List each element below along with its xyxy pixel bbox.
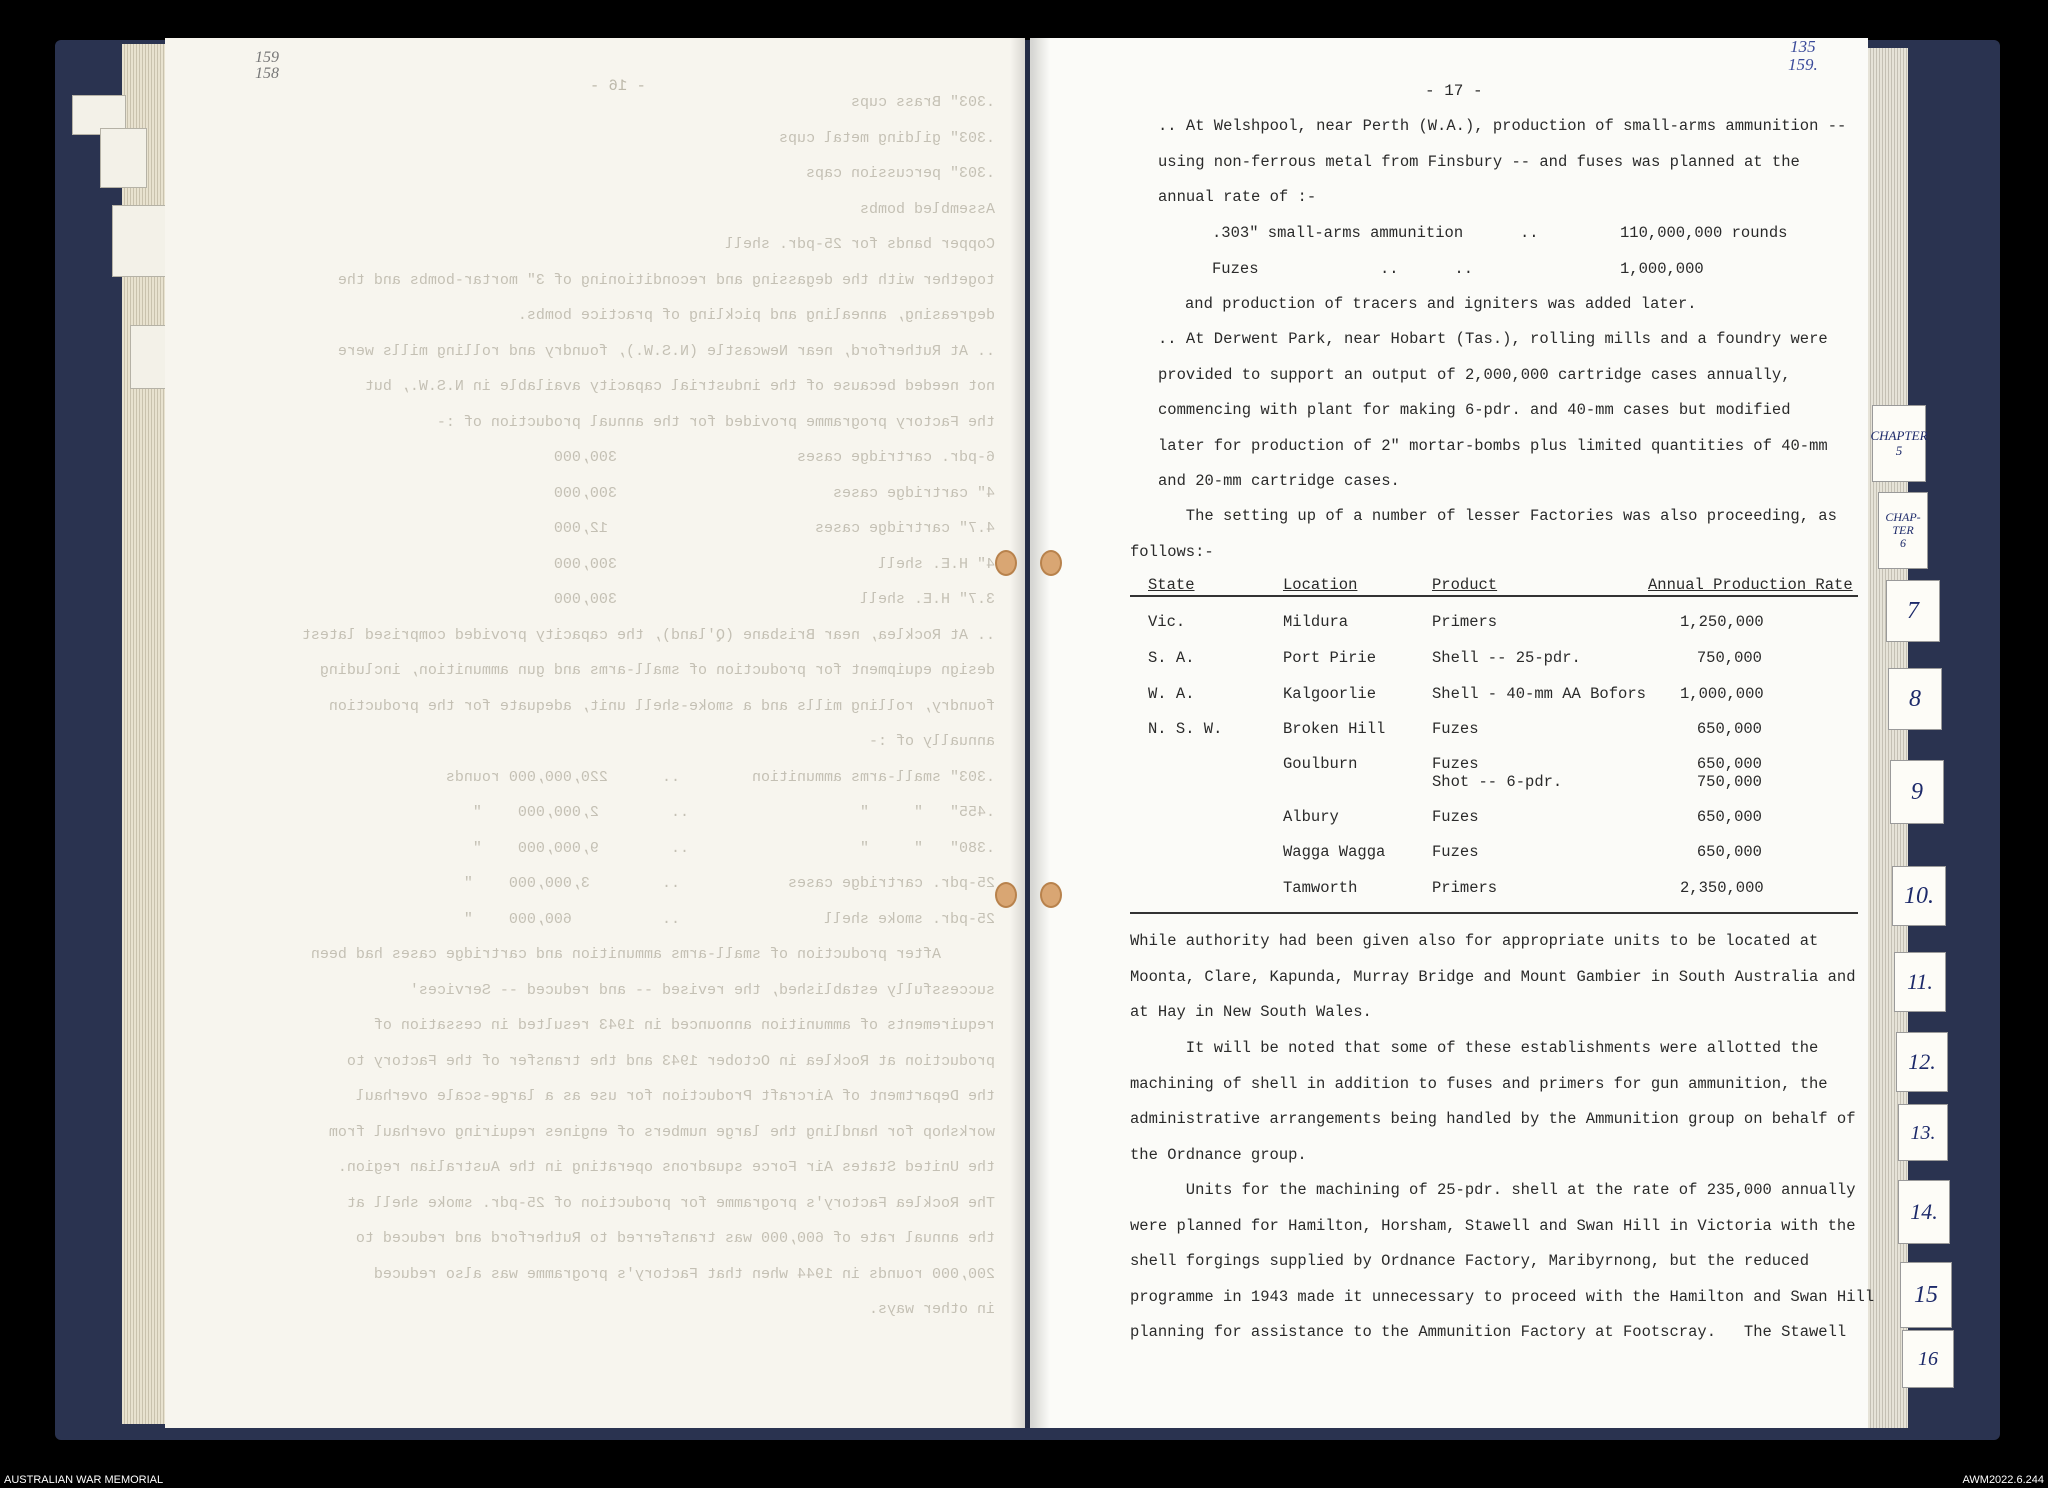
left-index-tab — [100, 128, 147, 188]
table-cell-location: Broken Hill — [1283, 720, 1386, 738]
table-cell-product: Primers — [1432, 879, 1498, 897]
chapter-tab-9[interactable]: 9 — [1890, 760, 1944, 824]
text-line: later for production of 2" mortar-bombs plus limited quantities of 40-mm — [1158, 436, 1828, 455]
ghost-line: workshop for handling the large numbers of engines requiring overhaul from — [328, 1123, 995, 1141]
binding-hole — [995, 882, 1017, 908]
ghost-line: 25-pdr. smoke shell .. 600,000 " — [463, 910, 995, 928]
list-dots: .. — [1520, 224, 1539, 242]
ghost-line: 4.7" cartridge cases 12,000 — [553, 520, 995, 537]
text-line: machining of shell in addition to fuses and primers for gun ammunition, the — [1130, 1074, 1828, 1093]
page-number: - 17 - — [1425, 82, 1483, 100]
text-line: follows:- — [1130, 542, 1214, 561]
table-cell-rate: 650,000 — [1696, 808, 1762, 826]
tracers-line: and production of tracers and igniters was added later. — [1185, 295, 1697, 313]
table-cell-location: Albury — [1283, 808, 1339, 826]
text-line: provided to support an output of 2,000,000 cartridge cases annually, — [1158, 365, 1791, 384]
ghost-line: Assembled bombs — [859, 200, 995, 218]
text-line: commencing with plant for making 6-pdr. and 40-mm cases but modified — [1158, 401, 1791, 419]
left-index-tab — [112, 205, 169, 277]
ghost-line: in other ways. — [868, 1301, 995, 1318]
list-item: Fuzes — [1212, 259, 1259, 278]
table-header: Annual Production Rate — [1648, 576, 1853, 594]
table-cell-product: Fuzes — [1432, 843, 1479, 861]
ghost-line: .380" " " .. 9,000,000 " — [472, 839, 995, 857]
binding-hole — [1040, 882, 1062, 908]
ghost-line: the annual rate of 600,000 was transferred to Rutherford and reduced to — [355, 1230, 995, 1247]
chapter-tab-13[interactable]: 13. — [1898, 1104, 1948, 1161]
table-cell-location: Goulburn — [1283, 755, 1358, 773]
table-top-rule — [1130, 595, 1858, 597]
text-line: the Ordnance group. — [1130, 1145, 1307, 1164]
text-line: shell forgings supplied by Ordnance Factory, Maribyrnong, but the reduced — [1130, 1252, 1810, 1270]
table-header: Location — [1283, 576, 1358, 594]
table-cell-state: N. S. W. — [1148, 720, 1223, 738]
table-cell-rate: 650,000 750,000 — [1696, 755, 1762, 791]
table-cell-location: Port Pirie — [1283, 649, 1377, 667]
chapter-tab-16[interactable]: 16 — [1902, 1330, 1954, 1388]
table-cell-location: Mildura — [1283, 613, 1349, 631]
table-cell-product: Fuzes — [1432, 720, 1479, 738]
chapter-tab-10[interactable]: 10. — [1892, 866, 1946, 926]
list-item: .303" small-arms ammunition — [1212, 224, 1464, 242]
archive-mark-top: 135 — [1790, 37, 1816, 56]
table-cell-rate: 2,350,000 — [1680, 879, 1764, 897]
table-cell-product: Fuzes Shot -- 6-pdr. — [1432, 755, 1563, 791]
list-value: 1,000,000 — [1620, 259, 1704, 278]
archive-mark — [1788, 38, 1818, 74]
ghost-line: After production of small-arms ammunition and cartridge cases had been — [310, 946, 995, 963]
binding-hole — [995, 550, 1017, 576]
table-cell-location: Wagga Wagga — [1283, 843, 1386, 861]
ghost-line: .303" gilding metal cups — [778, 129, 995, 147]
table-cell-product: Shell -- 25-pdr. — [1432, 649, 1581, 667]
ghost-line: successfully established, the revised -- and reduced -- Services' — [409, 981, 995, 999]
text-line: planning for assistance to the Ammunition Factory at Footscray. The Stawell — [1130, 1323, 1847, 1341]
ghost-line: 4" H.E. shell 300,000 — [553, 555, 995, 573]
ghost-line: the Department of Aircraft Production for use as a large-scale overhaul — [355, 1088, 995, 1105]
table-cell-product: Shell - 40-mm AA Bofors — [1432, 685, 1646, 703]
text-line: While authority had been given also for appropriate units to be located at — [1130, 932, 1819, 950]
footer-left: AUSTRALIAN WAR MEMORIAL — [4, 1474, 164, 1486]
ghost-line: 4" cartridge cases 300,000 — [553, 484, 995, 502]
left-page-number: - 16 - — [590, 77, 646, 95]
text-line: were planned for Hamilton, Horsham, Stawell and Swan Hill in Victoria with the — [1130, 1216, 1856, 1235]
text-line: .. At Derwent Park, near Hobart (Tas.), rolling mills and a foundry were — [1158, 330, 1828, 348]
text-line: It will be noted that some of these establishments were allotted the — [1130, 1039, 1819, 1057]
book-gutter — [1010, 38, 1050, 1428]
chapter-tab-14[interactable]: 14. — [1898, 1180, 1950, 1244]
ghost-line: requirements of ammunition announced in 1943 resulted in cessation of — [373, 1017, 995, 1034]
text-line: annual rate of :- — [1158, 188, 1317, 206]
text-line: programme in 1943 made it unnecessary to proceed with the Hamilton and Swan Hill — [1130, 1287, 1875, 1306]
table-header: Product — [1432, 576, 1498, 594]
table-cell-product: Primers — [1432, 613, 1498, 631]
text-line: The setting up of a number of lesser Factories was also proceeding, as — [1130, 507, 1837, 525]
ghost-line: 6-pdr. cartridge cases 300,000 — [553, 449, 995, 466]
ghost-line: the Factory programme provided for the annual production of :- — [436, 413, 995, 431]
chapter-tab-11[interactable]: 11. — [1894, 952, 1946, 1012]
ghost-line: 25-pdr. cartridge cases .. 3,000,000 " — [463, 875, 995, 892]
ghost-line: annually of :- — [868, 733, 995, 750]
ghost-line: together with the degassing and reconditioning of 3" mortar-bombs and the — [337, 271, 995, 289]
ghost-line: production at Rocklea in October 1943 and the transfer of the Factory to — [346, 1052, 995, 1070]
ghost-line: .. At Rocklea, near Brisbane (Q'land), the capacity provided comprised latest — [301, 626, 995, 644]
left-page-text — [195, 85, 995, 1328]
ghost-line: foundry, rolling mills and a smoke-shell unit, adequate for the production — [328, 697, 995, 715]
ghost-line: .455" " " .. 2,000,000 " — [472, 804, 995, 821]
ghost-line: .303" percussion caps — [805, 165, 995, 182]
table-cell-location: Tamworth — [1283, 879, 1358, 897]
footer-right: AWM2022.6.244 — [1962, 1474, 2044, 1486]
ghost-line: The Rocklea Factory's programme for production of 25-pdr. smoke shell at — [346, 1194, 995, 1212]
ghost-line: .303" small-arms ammunition .. 220,000,000 rounds — [445, 768, 995, 786]
table-cell-rate: 1,250,000 — [1680, 613, 1764, 631]
table-cell-state: S. A. — [1148, 649, 1195, 667]
ghost-line: .303" Brass cups — [850, 94, 995, 111]
binding-hole — [1040, 550, 1062, 576]
table-bottom-rule — [1130, 912, 1858, 914]
table-cell-location: Kalgoorlie — [1283, 685, 1377, 703]
table-header: State — [1148, 576, 1195, 594]
table-cell-rate: 1,000,000 — [1680, 685, 1764, 703]
text-line: Units for the machining of 25-pdr. shell at the rate of 235,000 annually — [1130, 1181, 1856, 1199]
chapter-tab-8[interactable]: 8 — [1888, 668, 1942, 730]
list-value: 110,000,000 rounds — [1620, 224, 1788, 242]
chapter-tab-5[interactable]: CHAPTER 5 — [1872, 405, 1926, 482]
text-line: Moonta, Clare, Kapunda, Murray Bridge and Mount Gambier in South Australia and — [1130, 967, 1856, 986]
table-cell-state: Vic. — [1148, 613, 1186, 631]
ghost-line: degreasing, annealing and pickling of practice bombs. — [517, 307, 995, 324]
ghost-line: .. At Rutherford, near Newcastle (N.S.W.), foundry and rolling mills were — [337, 342, 995, 360]
ghost-line: the United States Air Force squadrons operating in the Australian region. — [337, 1159, 995, 1176]
text-line: using non-ferrous metal from Finsbury -- and fuses was planned at the — [1158, 152, 1800, 171]
archive-mark-bottom: 159. — [1788, 55, 1818, 74]
chapter-tab-7[interactable]: 7 — [1886, 580, 1940, 642]
ghost-line: not needed because of the industrial capacity available in N.S.W., but — [364, 378, 995, 395]
table-cell-rate: 650,000 — [1696, 843, 1762, 861]
text-line: administrative arrangements being handled by the Ammunition group on behalf of — [1130, 1110, 1856, 1128]
ghost-line: 3.7" H.E. shell 300,000 — [553, 591, 995, 608]
ghost-line: design equipment for production of small-arms and gun ammunition, including — [319, 662, 995, 679]
table-cell-state: W. A. — [1148, 685, 1195, 703]
text-line: .. At Welshpool, near Perth (W.A.), production of small-arms ammunition -- — [1158, 117, 1847, 135]
chapter-tab-12[interactable]: 12. — [1896, 1032, 1948, 1092]
left-archive-mark: 159 158 — [255, 49, 279, 82]
list-dots: .. .. — [1380, 259, 1474, 278]
chapter-tab-15[interactable]: 15 — [1900, 1262, 1952, 1328]
table-cell-product: Fuzes — [1432, 808, 1479, 826]
chapter-tab-6[interactable]: CHAP- TER 6 — [1878, 492, 1928, 569]
ghost-line: Copper bands for 25-pdr. shell — [724, 236, 995, 253]
table-cell-rate: 650,000 — [1696, 720, 1762, 738]
text-line: and 20-mm cartridge cases. — [1158, 472, 1400, 490]
text-line: at Hay in New South Wales. — [1130, 1003, 1372, 1021]
table-cell-rate: 750,000 — [1696, 649, 1762, 667]
ghost-line: 200,000 rounds in 1944 when that Factory's programme was also reduced — [373, 1265, 995, 1283]
